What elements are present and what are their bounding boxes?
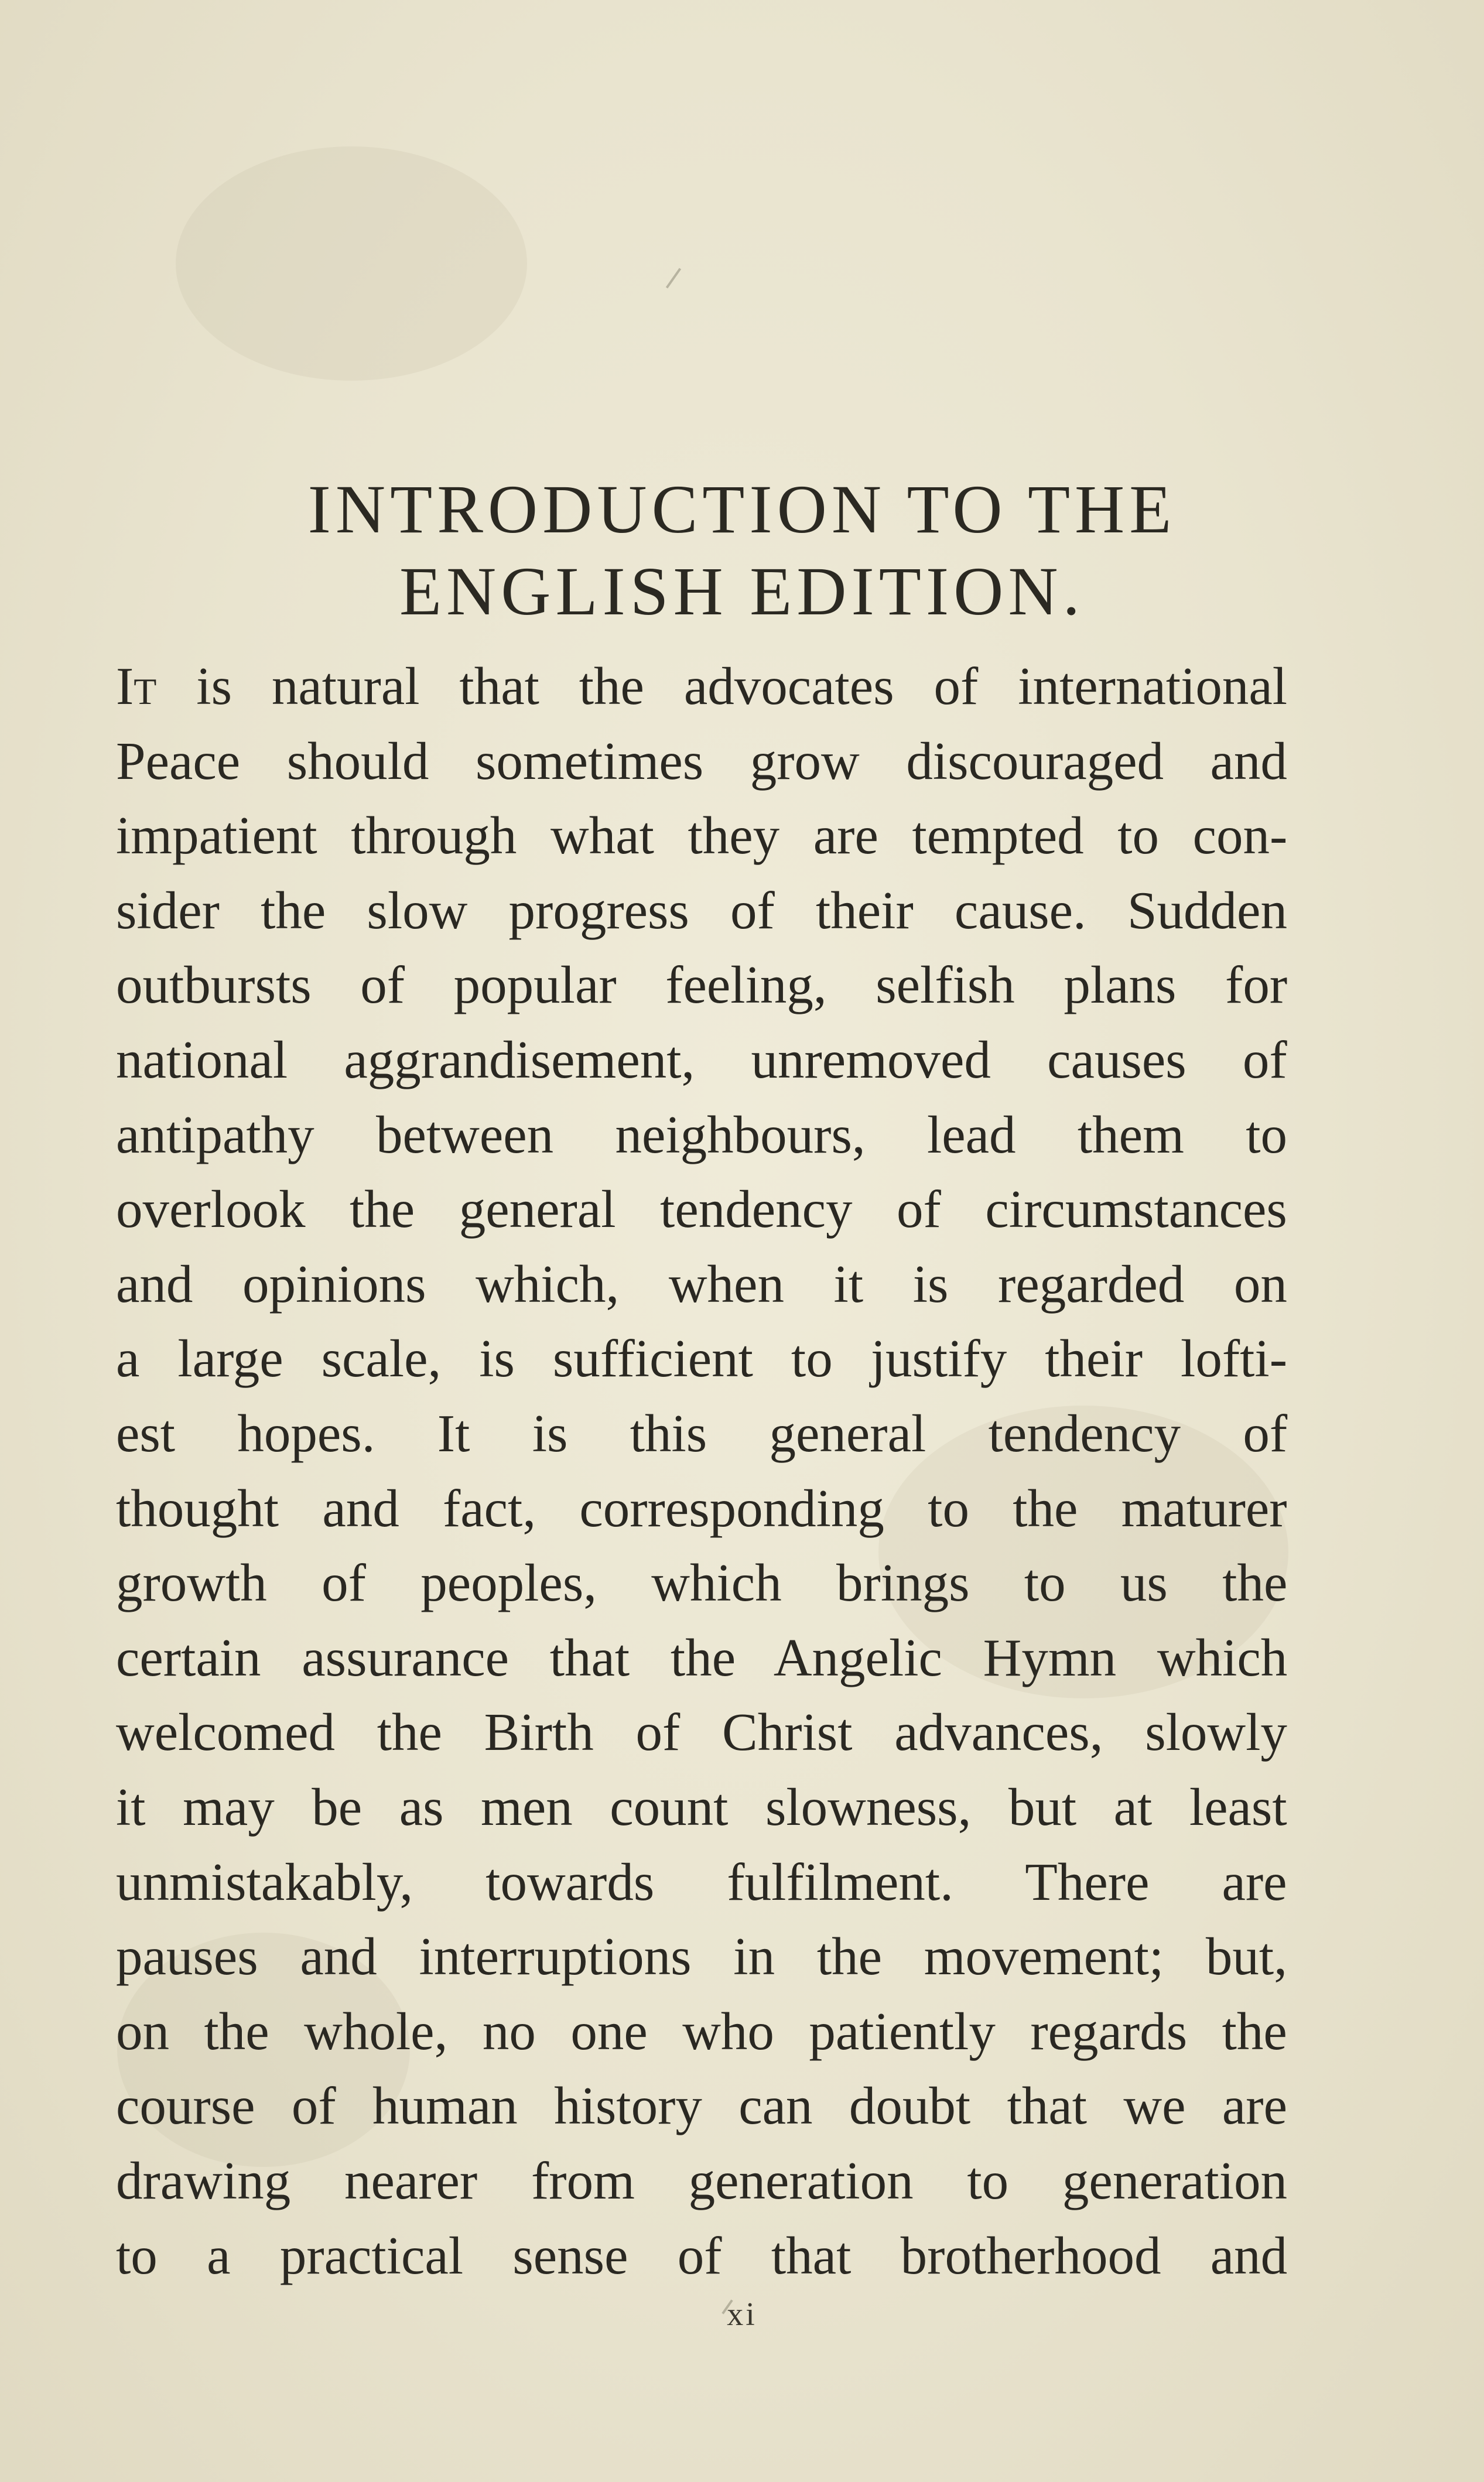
paper-stain	[176, 146, 527, 381]
opening-small-caps: It	[116, 657, 157, 716]
page-number: xi	[727, 2296, 757, 2333]
chapter-title-line-1: INTRODUCTION TO THE	[307, 471, 1177, 548]
body-line: growth of peoples, which brings to us the	[116, 1553, 1288, 1612]
body-line: thought and fact, corresponding to the maturer	[116, 1479, 1287, 1538]
body-line: course of human history can doubt that we are	[116, 2076, 1287, 2135]
body-line: drawing nearer from generation to generation	[116, 2151, 1287, 2210]
body-line: impatient through what they are tempted to con-	[116, 806, 1288, 865]
body-line: to a practical sense of that brotherhood and	[116, 2226, 1288, 2285]
body-line: sider the slow progress of their cause. Sudden	[116, 881, 1287, 940]
body-line: antipathy between neighbours, lead them to	[116, 1105, 1287, 1164]
body-line: certain assurance that the Angelic Hymn which	[116, 1628, 1288, 1687]
body-line: outbursts of popular feeling, selfish plans for	[116, 955, 1288, 1014]
body-line: and opinions which, when it is regarded on	[116, 1254, 1287, 1314]
body-line: it may be as men count slowness, but at least	[116, 1777, 1287, 1837]
body-line: a large scale, is sufficient to justify their lofti-	[116, 1329, 1287, 1388]
body-line: welcomed the Birth of Christ advances, slowly	[116, 1702, 1287, 1762]
body-line: It is natural that the advocates of international	[116, 657, 1288, 716]
body-line: Peace should sometimes grow discouraged and	[116, 731, 1287, 791]
chapter-title-line-2: ENGLISH EDITION.	[399, 553, 1085, 630]
body-line: unmistakably, towards fulfilment. There are	[116, 1852, 1287, 1912]
body-line: overlook the general tendency of circumstances	[116, 1180, 1287, 1239]
body-line: national aggrandisement, unremoved causes of	[116, 1030, 1287, 1089]
pencil-mark	[666, 268, 681, 288]
body-line: est hopes. It is this general tendency of	[116, 1404, 1288, 1463]
body-line: pauses and interruptions in the movement; but,	[116, 1927, 1287, 1986]
body-line: on the whole, no one who patiently regards the	[116, 2002, 1287, 2061]
